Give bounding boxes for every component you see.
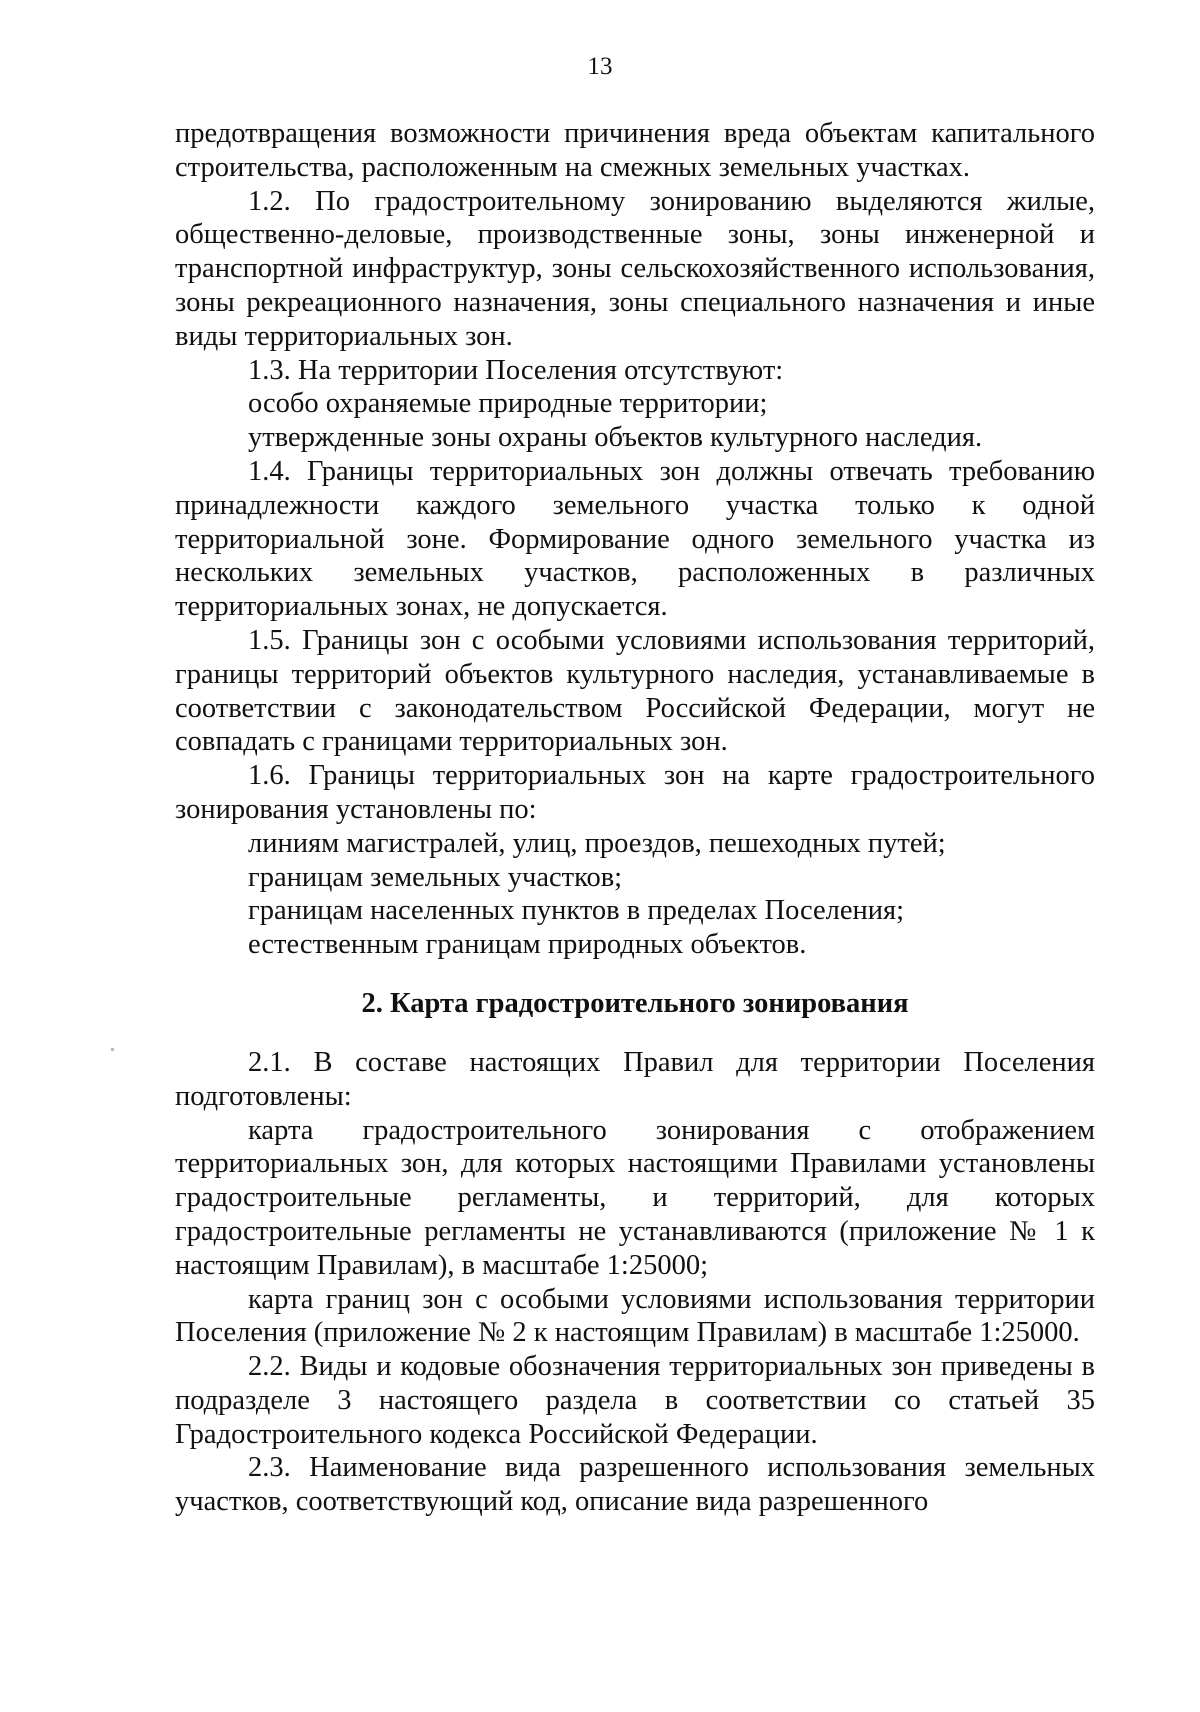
list-item-natural-boundaries: естественным границам природных объектов.: [248, 929, 807, 961]
page-number: 13: [587, 53, 613, 80]
scan-margin-mark: [111, 1048, 114, 1051]
section-heading: 2. Карта градостроительного зонирования: [361, 987, 909, 1019]
list-item-settlements: границам населенных пунктов в пределах Поселения;: [248, 895, 905, 927]
page-body: [175, 117, 1095, 1519]
paragraph-1-2: 1.2. По градостроительному зонированию выделяются жилые, общественно-деловые, производственные зоны, зоны инженерной и транспортной инфраструктур, зоны сельскохозяйственного использования, зоны рекреационного назначения, зоны специального назначения и иные виды территориальных зон.: [175, 185, 1095, 352]
list-item-heritage-zones: утвержденные зоны охраны объектов культурного наследия.: [248, 422, 983, 454]
list-item-protected-areas: особо охраняемые природные территории;: [248, 388, 768, 420]
paragraph-2-1: 2.1. В составе настоящих Правил для территории Поселения подготовлены:: [175, 1046, 1095, 1112]
paragraph-2-1-zoning-map: карта градостроительного зонирования с отображением территориальных зон, для которых настоящими Правилами установлены градостроительные регламенты, и территорий, для которых градостроительные регламенты не устанавливаются (приложение № 1 к настоящим Правилам), в масштабе 1:25000;: [175, 1114, 1095, 1281]
paragraph-1-4: 1.4. Границы территориальных зон должны отвечать требованию принадлежности каждого земельного участка только к одной территориальной зоне. Формирование одного земельного участка из нескольких земельных участков, расположенных в различных территориальных зонах, не допускается.: [175, 455, 1095, 623]
list-item-land-plots: границам земельных участков;: [248, 861, 623, 893]
paragraph-1-5: 1.5. Границы зон с особыми условиями использования территорий, границы территорий объектов культурного наследия, устанавливаемые в соответствии с законодательством Российской Федерации, могут не совпадать с границами территориальных зон.: [175, 624, 1095, 758]
paragraph-1-3: 1.3. На территории Поселения отсутствуют:: [248, 354, 784, 386]
paragraph-2-1-special-zones-map: карта границ зон с особыми условиями использования территории Поселения (приложение № 2 к настоящим Правилам) в масштабе 1:25000.: [175, 1283, 1095, 1349]
paragraph-2-3: 2.3. Наименование вида разрешенного использования земельных участков, соответствующий код, описание вида разрешенного: [175, 1452, 1095, 1518]
paragraph-continuation: предотвращения возможности причинения вреда объектам капитального строительства, расположенным на смежных земельных участках.: [175, 118, 1095, 183]
list-item-highways: линиям магистралей, улиц, проездов, пешеходных путей;: [248, 827, 946, 859]
paragraph-2-2: 2.2. Виды и кодовые обозначения территориальных зон приведены в подразделе 3 настоящего раздела в соответствии со статьей 35 Градостроительного кодекса Российской Федерации.: [175, 1351, 1095, 1450]
paragraph-1-6: 1.6. Границы территориальных зон на карте градостроительного зонирования установлены по:: [175, 760, 1095, 825]
